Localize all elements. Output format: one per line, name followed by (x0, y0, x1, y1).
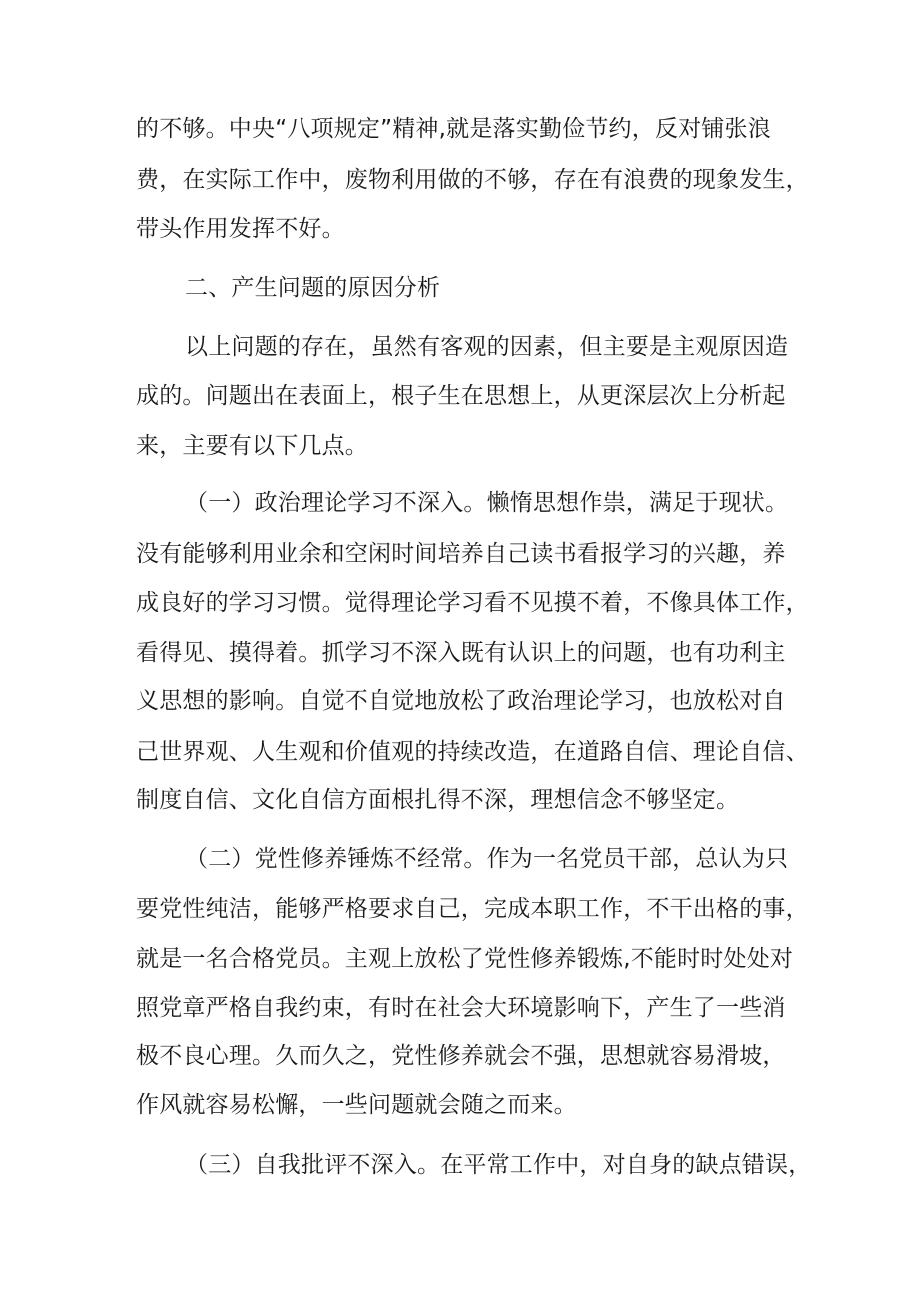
text-line: 义思想的影响。自觉不自觉地放松了政治理论学习，也放松对自 (136, 688, 786, 714)
text-line: 就是一名合格党员。主观上放松了党性修养锻炼,不能时时处处对 (136, 946, 794, 972)
text-line: 以上问题的存在，虽然有客观的因素，但主要是主观原因造 (185, 334, 789, 360)
text-line: 费，在实际工作中，废物利用做的不够，存在有浪费的现象发生， (136, 167, 809, 193)
text-line: 作风就容易松懈，一些问题就会随之而来。 (136, 1092, 577, 1118)
subsection-heading: （二）党性修养锤炼不经常。作为一名党员干部，总认为只 (185, 846, 789, 872)
subsection-heading: （一）政治理论学习不深入。懒惰思想作祟，满足于现状。 (185, 490, 789, 516)
text-line: 己世界观、人生观和价值观的持续改造，在道路自信、理论自信、 (136, 739, 809, 765)
text-line: 没有能够利用业余和空闲时间培养自己读书看报学习的兴趣，养 (136, 541, 786, 567)
text-line: 的不够。中央“八项规定”精神,就是落实勤俭节约，反对铺张浪 (136, 116, 771, 142)
text-line: 带头作用发挥不好。 (136, 216, 345, 242)
text-line: 成的。问题出在表面上，根子生在思想上，从更深层次上分析起 (136, 383, 786, 409)
text-line: 极不良心理。久而久之，党性修养就会不强，思想就容易滑坡， (136, 1043, 786, 1069)
subsection-heading: （三）自我批评不深入。在平常工作中，对自身的缺点错误， (185, 1152, 812, 1178)
text-line: 制度自信、文化自信方面根扎得不深，理想信念不够坚定。 (136, 787, 740, 813)
text-line: 成良好的学习习惯。觉得理论学习看不见摸不着，不像具体工作， (136, 590, 809, 616)
text-line: 看得见、摸得着。抓学习不深入既有认识上的问题，也有功利主 (136, 640, 786, 666)
section-heading: 二、产生问题的原因分析 (185, 275, 441, 301)
text-line: 照党章严格自我约束，有时在社会大环境影响下，产生了一些消 (136, 995, 786, 1021)
text-line: 来，主要有以下几点。 (136, 433, 368, 459)
text-line: 要党性纯洁，能够严格要求自己，完成本职工作，不干出格的事， (136, 896, 809, 922)
